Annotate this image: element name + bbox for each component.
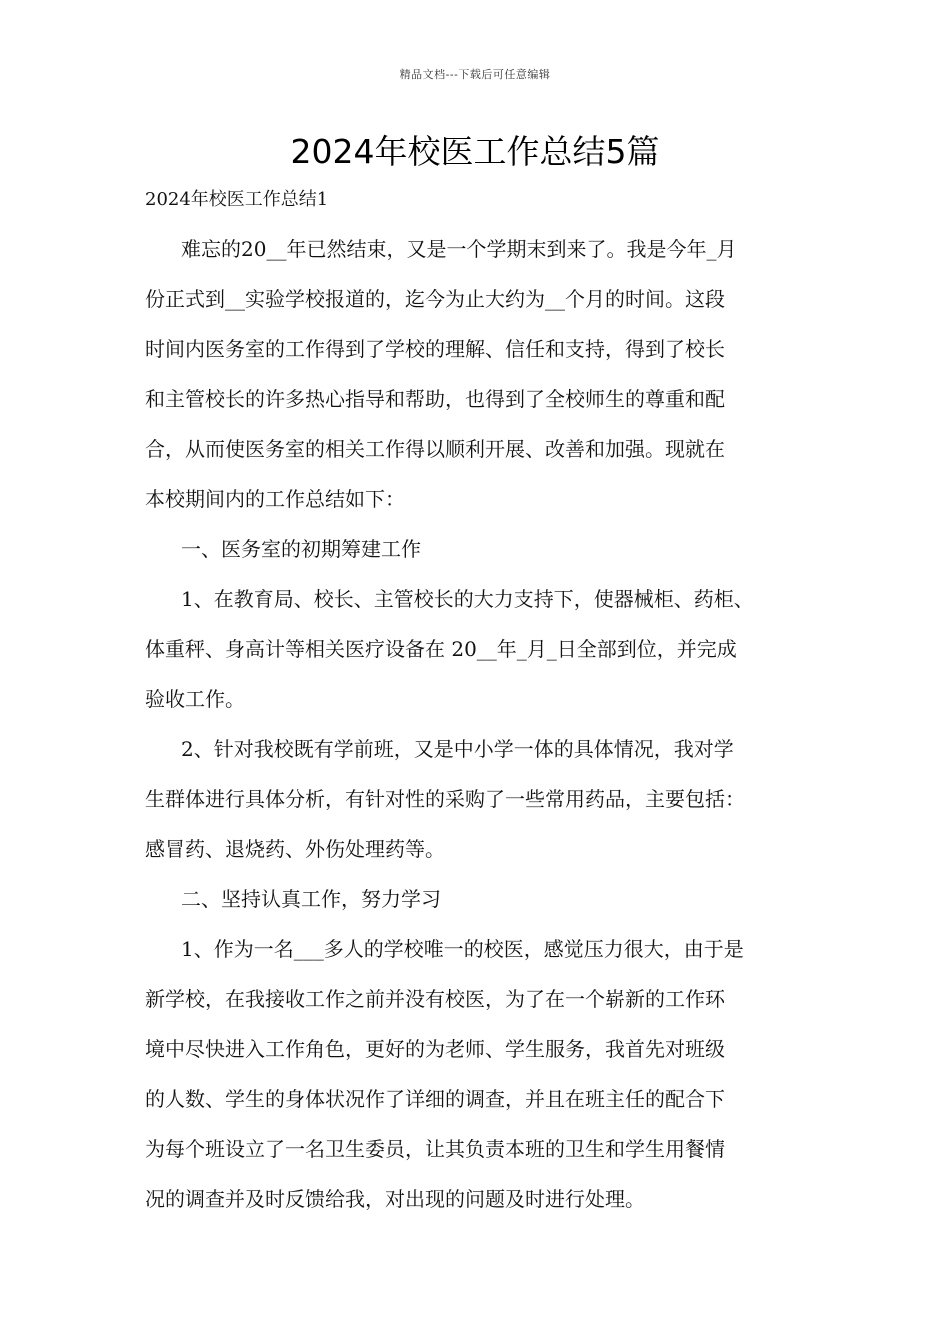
text-line: 新学校，在我接收工作之前并没有校医，为了在一个崭新的工作环 [145,987,725,1011]
text-line: 时间内医务室的工作得到了学校的理解、信任和支持，得到了校长 [145,337,725,361]
text-line: 份正式到__实验学校报道的，迄今为止大约为__个月的时间。这段 [145,287,725,311]
text-line: 境中尽快进入工作角色，更好的为老师、学生服务，我首先对班级 [145,1037,725,1061]
header-note: 精品文档---下载后可任意编辑 [399,68,551,81]
text-line: 体重秤、身高计等相关医疗设备在 20__年_月_日全部到位，并完成 [145,637,737,661]
text-line: 1、在教育局、校长、主管校长的大力支持下，使器械柜、药柜、 [181,587,754,611]
text-line: 为每个班设立了一名卫生委员，让其负责本班的卫生和学生用餐情 [145,1137,725,1161]
paragraph-lines [145,224,809,1224]
text-line: 2、针对我校既有学前班，又是中小学一体的具体情况，我对学 [181,737,734,761]
text-line: 一、医务室的初期筹建工作 [181,537,421,561]
text-line: 合，从而使医务室的相关工作得以顺利开展、改善和加强。现就在 [145,437,725,461]
section-subtitle: 2024年校医工作总结1 [145,189,329,210]
text-line: 验收工作。 [145,687,245,711]
text-line: 1、作为一名___多人的学校唯一的校医，感觉压力很大，由于是 [181,937,744,961]
text-line: 二、坚持认真工作，努力学习 [181,887,441,911]
text-line: 本校期间内的工作总结如下： [145,487,405,511]
document-body [145,176,809,1224]
text-line: 生群体进行具体分析，有针对性的采购了一些常用药品，主要包括： [145,787,745,811]
text-line: 的人数、学生的身体状况作了详细的调查，并且在班主任的配合下 [145,1087,725,1111]
text-line: 和主管校长的许多热心指导和帮助，也得到了全校师生的尊重和配 [145,387,725,411]
document-title: 2024年校医工作总结5篇 [290,132,660,171]
text-line: 难忘的20__年已然结束，又是一个学期末到来了。我是今年_月 [181,237,737,261]
text-line: 感冒药、退烧药、外伤处理药等。 [145,837,445,861]
text-line: 况的调查并及时反馈给我，对出现的问题及时进行处理。 [145,1187,645,1211]
